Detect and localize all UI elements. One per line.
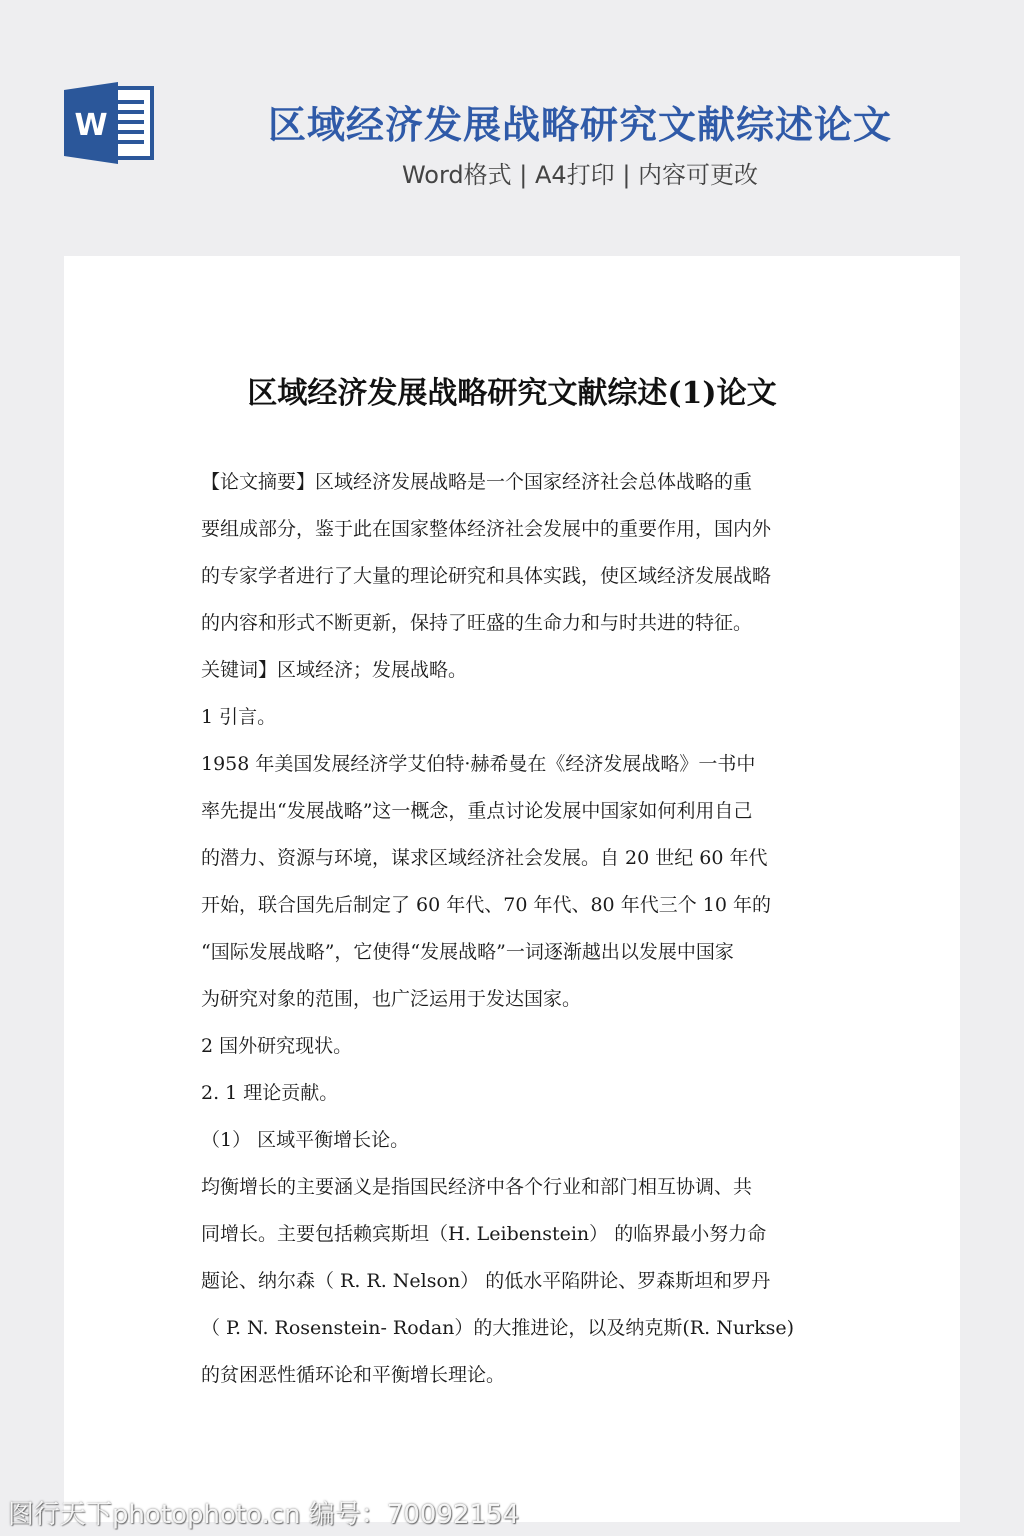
word-doc-icon <box>64 82 156 164</box>
document-title: 区域经济发展战略研究文献综述(1)论文 <box>247 376 777 411</box>
page-subtitle: Word格式 | A4打印 | 内容可更改 <box>401 161 759 189</box>
subsection-heading: （1） 区域平衡增长论。 <box>201 1129 410 1151</box>
watermark-text: 图行天下photophoto.cn 编号：70092154 <box>8 1500 520 1530</box>
keywords-line: 关键词】区域经济；发展战略。 <box>201 659 468 681</box>
section-heading: 2 国外研究现状。 <box>201 1035 353 1057</box>
paragraph-line: 的贫困恶性循环论和平衡增长理论。 <box>201 1364 506 1386</box>
paragraph-line: 要组成部分，鉴于此在国家整体经济社会发展中的重要作用，国内外 <box>201 518 772 540</box>
paragraph-line: 1958 年美国发展经济学艾伯特·赫希曼在《经济发展战略》一书中 <box>201 753 756 775</box>
paragraph-line: （ P. N. Rosenstein- Rodan）的大推进论，以及纳克斯(R. Nurkse) <box>201 1317 795 1339</box>
subsection-heading: 2. 1 理论贡献。 <box>201 1082 339 1104</box>
paragraph-line: 同增长。主要包括赖宾斯坦（H. Leibenstein） 的临界最小努力命 <box>201 1223 767 1245</box>
paragraph-line: 的专家学者进行了大量的理论研究和具体实践，使区域经济发展战略 <box>201 565 772 587</box>
paragraph-line: 的潜力、资源与环境，谋求区域经济社会发展。自 20 世纪 60 年代 <box>201 847 768 869</box>
page-title: 区域经济发展战略研究文献综述论文 <box>267 103 892 147</box>
paragraph-line: 为研究对象的范围，也广泛运用于发达国家。 <box>201 988 582 1010</box>
document-page <box>64 256 960 1522</box>
paragraph-line: 率先提出“发展战略”这一概念，重点讨论发展中国家如何利用自己 <box>201 800 753 822</box>
svg-text:W: W <box>74 108 108 143</box>
paragraph-line: “国际发展战略”，它使得“发展战略”一词逐渐越出以发展中国家 <box>201 941 734 963</box>
paragraph-line: 题论、纳尔森（ R. R. Nelson） 的低水平陷阱论、罗森斯坦和罗丹 <box>201 1270 771 1292</box>
page-header <box>0 0 1024 256</box>
section-heading: 1 引言。 <box>201 706 277 728</box>
paragraph-line: 均衡增长的主要涵义是指国民经济中各个行业和部门相互协调、共 <box>201 1176 753 1198</box>
paragraph-line: 开始，联合国先后制定了 60 年代、70 年代、80 年代三个 10 年的 <box>201 894 771 916</box>
paragraph-line: 的内容和形式不断更新，保持了旺盛的生命力和与时共进的特征。 <box>201 612 753 634</box>
paragraph-line: 【论文摘要】区域经济发展战略是一个国家经济社会总体战略的重 <box>201 471 753 493</box>
